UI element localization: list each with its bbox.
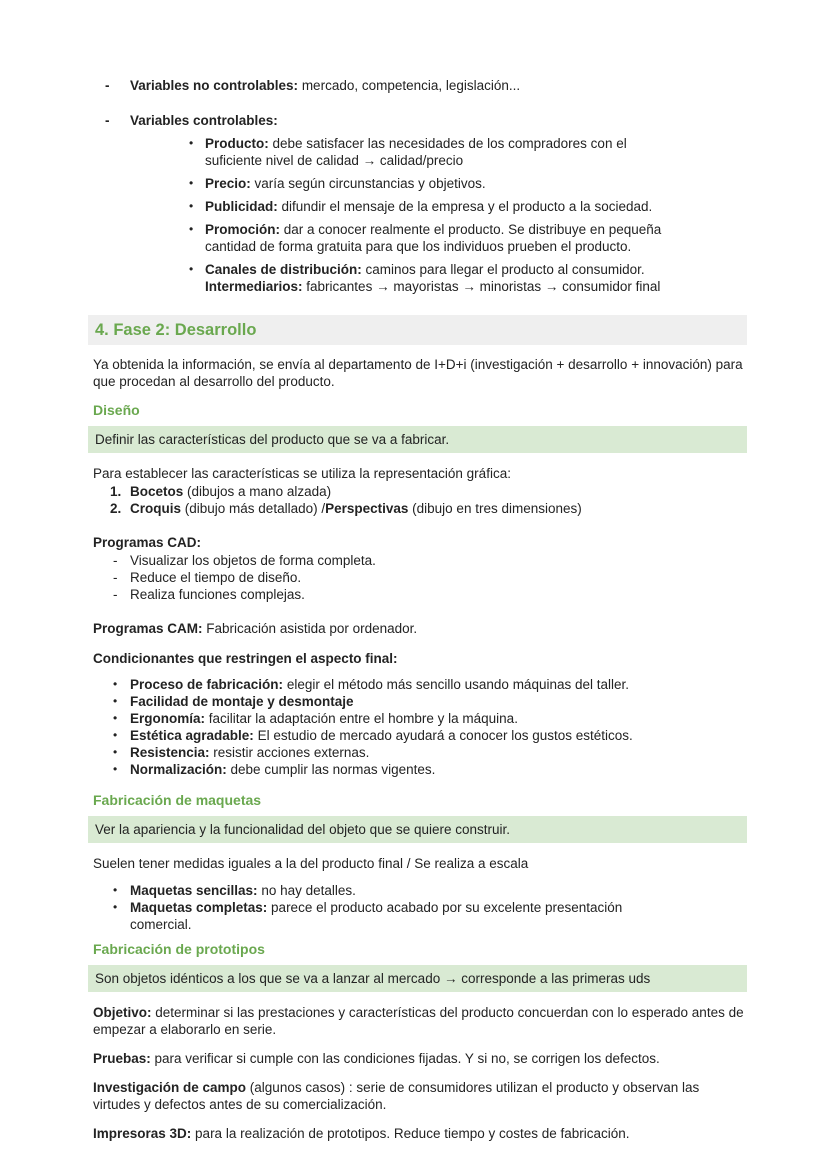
numbered-item-bocetos bbox=[93, 483, 747, 500]
item-label: Perspectivas bbox=[325, 501, 409, 516]
cad-feature-item bbox=[93, 569, 747, 586]
fase2-intro-paragraph: Ya obtenida la información, se envía al departamento de I+D+i (investigación + desarrollo + innovación) para que procedan al desarrollo del producto. bbox=[93, 357, 743, 389]
item-label: Facilidad de montaje y desmontaje bbox=[130, 694, 354, 709]
item-text: para la realización de prototipos. Reduce tiempo y costes de fabricación. bbox=[191, 1126, 630, 1141]
objetivo-paragraph bbox=[93, 1004, 747, 1038]
item-label: Programas CAM: bbox=[93, 621, 203, 636]
item-text: dar a conocer realmente el producto. Se distribuye en pequeña cantidad de forma gratuita para que los individuos prueben el producto. bbox=[205, 222, 662, 254]
cad-feature-item bbox=[93, 586, 747, 603]
item-label: Promoción: bbox=[205, 222, 281, 237]
item-text: caminos para llegar el producto al consumidor. bbox=[361, 262, 645, 277]
item-text: varía según circunstancias y objetivos. bbox=[250, 176, 486, 191]
list-item-producto bbox=[130, 135, 675, 169]
cond-item-facilidad bbox=[93, 693, 747, 710]
item-label: Publicidad: bbox=[205, 199, 278, 214]
item-number: 2. bbox=[110, 501, 122, 516]
maquetas-list bbox=[93, 882, 747, 933]
item-label: Intermediarios: bbox=[205, 279, 303, 294]
item-label: Variables controlables: bbox=[130, 113, 278, 128]
item-label: Producto: bbox=[205, 136, 269, 151]
representacion-numbered-list bbox=[93, 483, 747, 517]
item-text: mercado, competencia, legislación... bbox=[298, 78, 521, 93]
item-text: Reduce el tiempo de diseño. bbox=[130, 570, 302, 585]
condicionantes-label bbox=[93, 650, 747, 667]
highlight-box-diseno bbox=[88, 426, 747, 453]
item-label: Resistencia: bbox=[130, 745, 210, 760]
item-label: Precio: bbox=[205, 176, 251, 191]
item-text: El estudio de mercado ayudará a conocer los gustos estéticos. bbox=[253, 728, 633, 743]
highlight-text: Son objetos idénticos a los que se va a lanzar al mercado → corresponde a las primeras uds bbox=[95, 971, 651, 986]
item-text: (dibujo más detallado) / bbox=[181, 501, 326, 516]
impresoras-paragraph bbox=[93, 1125, 747, 1142]
item-label: Programas CAD: bbox=[93, 535, 202, 550]
numbered-item-croquis bbox=[93, 500, 747, 517]
controlables-sublist bbox=[130, 135, 747, 295]
item-text: (dibujos a mano alzada) bbox=[183, 484, 332, 499]
section-header-fase2 bbox=[88, 315, 747, 345]
highlight-text: Definir las características del producto que se va a fabricar. bbox=[95, 432, 450, 447]
variables-list bbox=[88, 77, 747, 295]
highlight-box-prototipos bbox=[88, 965, 747, 992]
subheading-prototipos: Fabricación de prototipos bbox=[93, 941, 265, 957]
item-text: facilitar la adaptación entre el hombre y la máquina. bbox=[205, 711, 518, 726]
item-text: elegir el método más sencillo usando máquinas del taller. bbox=[283, 677, 630, 692]
subheading-maquetas: Fabricación de maquetas bbox=[93, 792, 262, 808]
item-text: Visualizar los objetos de forma completa. bbox=[130, 553, 376, 568]
item-label: Impresoras 3D: bbox=[93, 1126, 192, 1141]
item-text: para verificar si cumple con las condiciones fijadas. Y si no, se corrigen los defectos. bbox=[150, 1051, 660, 1066]
item-label: Maquetas sencillas: bbox=[130, 883, 258, 898]
item-label: Croquis bbox=[130, 501, 182, 516]
item-label: Objetivo: bbox=[93, 1005, 152, 1020]
item-label: Pruebas: bbox=[93, 1051, 151, 1066]
item-label: Canales de distribución: bbox=[205, 262, 362, 277]
item-label: Proceso de fabricación: bbox=[130, 677, 284, 692]
item-number: 1. bbox=[110, 484, 122, 499]
cad-feature-item bbox=[93, 552, 747, 569]
programas-cam-paragraph bbox=[93, 620, 747, 637]
item-label: Estética agradable: bbox=[130, 728, 254, 743]
condicionantes-list bbox=[93, 676, 747, 778]
item-text: Realiza funciones complejas. bbox=[130, 587, 305, 602]
programas-cad-label bbox=[93, 534, 747, 551]
section-title: 4. Fase 2: Desarrollo bbox=[95, 321, 257, 339]
item-label: Normalización: bbox=[130, 762, 227, 777]
item-text: difundir el mensaje de la empresa y el producto a la sociedad. bbox=[277, 199, 653, 214]
maqueta-sencillas-item bbox=[93, 882, 747, 899]
list-item-precio bbox=[130, 175, 730, 192]
list-item-canales bbox=[130, 261, 730, 295]
cad-features-list bbox=[93, 552, 747, 603]
item-text: fabricantes → mayoristas → minoristas → consumidor final bbox=[302, 279, 661, 294]
maqueta-completas-item bbox=[93, 899, 668, 933]
item-text: Fabricación asistida por ordenador. bbox=[202, 621, 418, 636]
variables-controlables-item bbox=[88, 112, 747, 295]
item-text: debe cumplir las normas vigentes. bbox=[226, 762, 436, 777]
item-label: Bocetos bbox=[130, 484, 184, 499]
investigacion-paragraph bbox=[93, 1079, 747, 1113]
maquetas-paragraph: Suelen tener medidas iguales a la del producto final / Se realiza a escala bbox=[93, 856, 529, 871]
list-item-publicidad bbox=[130, 198, 730, 215]
variables-no-controlables-item bbox=[88, 77, 747, 94]
item-label: Investigación de campo bbox=[93, 1080, 247, 1095]
item-label: Maquetas completas: bbox=[130, 900, 268, 915]
item-text: parece el producto acabado por su excelente presentación comercial. bbox=[130, 900, 623, 932]
highlight-box-maquetas bbox=[88, 816, 747, 843]
item-text: debe satisfacer las necesidades de los compradores con el suficiente nivel de calidad → calidad/precio bbox=[205, 136, 627, 168]
pruebas-paragraph bbox=[93, 1050, 747, 1067]
item-text: no hay detalles. bbox=[257, 883, 356, 898]
item-label: Ergonomía: bbox=[130, 711, 206, 726]
highlight-text: Ver la apariencia y la funcionalidad del objeto que se quiere construir. bbox=[95, 822, 511, 837]
item-text: determinar si las prestaciones y características del producto concuerdan con lo esperado antes de empezar a elaborarlo en serie. bbox=[93, 1005, 744, 1037]
cond-item-ergonomia bbox=[93, 710, 747, 727]
cond-item-proceso bbox=[93, 676, 747, 693]
item-label: Variables no controlables: bbox=[130, 78, 299, 93]
item-label: Condicionantes que restringen el aspecto final: bbox=[93, 651, 398, 666]
list-item-promocion bbox=[130, 221, 675, 255]
representacion-paragraph: Para establecer las características se utiliza la representación gráfica: bbox=[93, 466, 511, 481]
cond-item-normalizacion bbox=[93, 761, 747, 778]
item-text: (algunos casos) : serie de consumidores utilizan el producto y observan las virtudes y defectos antes de su comercialización. bbox=[93, 1080, 700, 1112]
cond-item-estetica bbox=[93, 727, 747, 744]
cond-item-resistencia bbox=[93, 744, 747, 761]
item-text: resistir acciones externas. bbox=[209, 745, 370, 760]
item-text: (dibujo en tres dimensiones) bbox=[408, 501, 582, 516]
subheading-diseno: Diseño bbox=[93, 402, 140, 418]
